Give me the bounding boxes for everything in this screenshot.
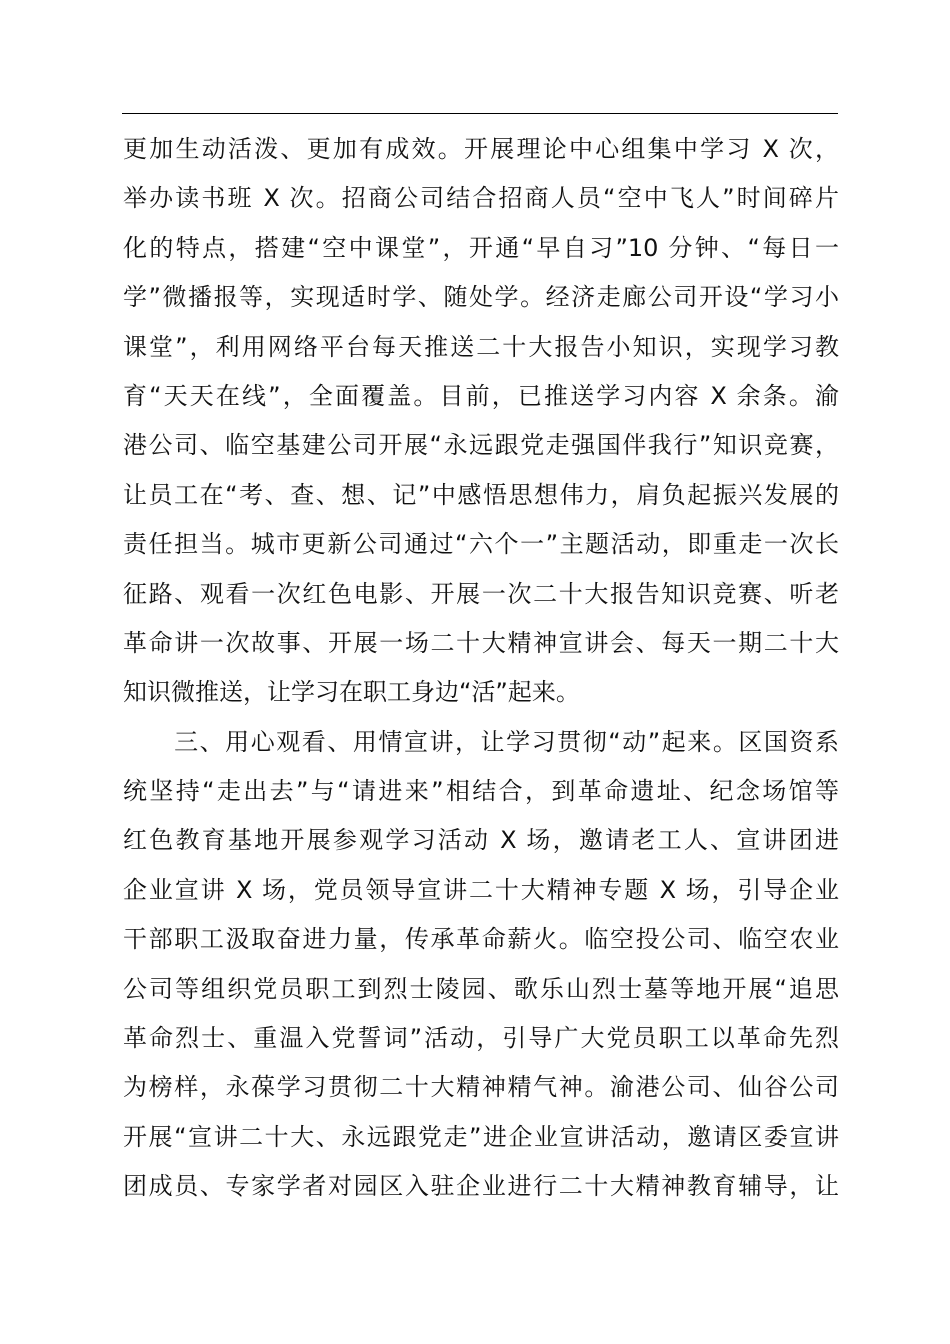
text-line: 团成员、专家学者对园区入驻企业进行二十大精神教育辅导，让 bbox=[123, 1172, 839, 1201]
text-line: 课堂”，利用网络平台每天推送二十大报告小知识，实现学习教 bbox=[123, 332, 839, 361]
body-text bbox=[123, 125, 839, 1212]
text-line: 征路、观看一次红色电影、开展一次二十大报告知识竞赛、听老 bbox=[123, 579, 839, 608]
text-line: 更加生动活泼、更加有成效。开展理论中心组集中学习 X 次， bbox=[123, 135, 839, 163]
paragraph bbox=[123, 718, 839, 1212]
text-line: 化的特点，搭建“空中课堂”，开通“早自习”10 分钟、“每日一 bbox=[123, 233, 839, 262]
text-line: 育“天天在线”，全面覆盖。目前，已推送学习内容 X 余条。渝 bbox=[123, 381, 839, 410]
text-line: 革命讲一次故事、开展一场二十大精神宣讲会、每天一期二十大 bbox=[123, 628, 839, 657]
text-line: 公司等组织党员职工到烈士陵园、歌乐山烈士墓等地开展“追思 bbox=[123, 974, 839, 1003]
text-line: 责任担当。城市更新公司通过“六个一”主题活动，即重走一次长 bbox=[123, 530, 839, 559]
text-line: 为榜样，永葆学习贯彻二十大精神精气神。渝港公司、仙谷公司 bbox=[123, 1073, 839, 1102]
header-rule bbox=[122, 113, 838, 114]
text-line: 港公司、临空基建公司开展“永远跟党走强国伴我行”知识竞赛， bbox=[123, 431, 839, 460]
text-line: 革命烈士、重温入党誓词”活动，引导广大党员职工以革命先烈 bbox=[123, 1024, 839, 1053]
text-line: 知识微推送，让学习在职工身边“活”起来。 bbox=[123, 678, 580, 707]
text-line: 企业宣讲 X 场，党员领导宣讲二十大精神专题 X 场，引导企业 bbox=[123, 875, 839, 904]
text-line: 干部职工汲取奋进力量，传承革命薪火。临空投公司、临空农业 bbox=[123, 925, 839, 954]
text-line: 学”微播报等，实现适时学、随处学。经济走廊公司开设“学习小 bbox=[123, 283, 839, 312]
text-line: 红色教育基地开展参观学习活动 X 场，邀请老工人、宣讲团进 bbox=[123, 826, 839, 855]
text-line: 三、用心观看、用情宣讲，让学习贯彻“动”起来。区国资系 bbox=[123, 727, 839, 756]
text-line: 统坚持“走出去”与“请进来”相结合，到革命遗址、纪念场馆等 bbox=[123, 777, 839, 806]
paragraph bbox=[123, 125, 839, 718]
text-line: 开展“宣讲二十大、永远跟党走”进企业宣讲活动，邀请区委宣讲 bbox=[123, 1122, 839, 1151]
text-line: 举办读书班 X 次。招商公司结合招商人员“空中飞人”时间碎片 bbox=[123, 184, 839, 213]
text-line: 让员工在“考、查、想、记”中感悟思想伟力，肩负起振兴发展的 bbox=[123, 480, 839, 509]
